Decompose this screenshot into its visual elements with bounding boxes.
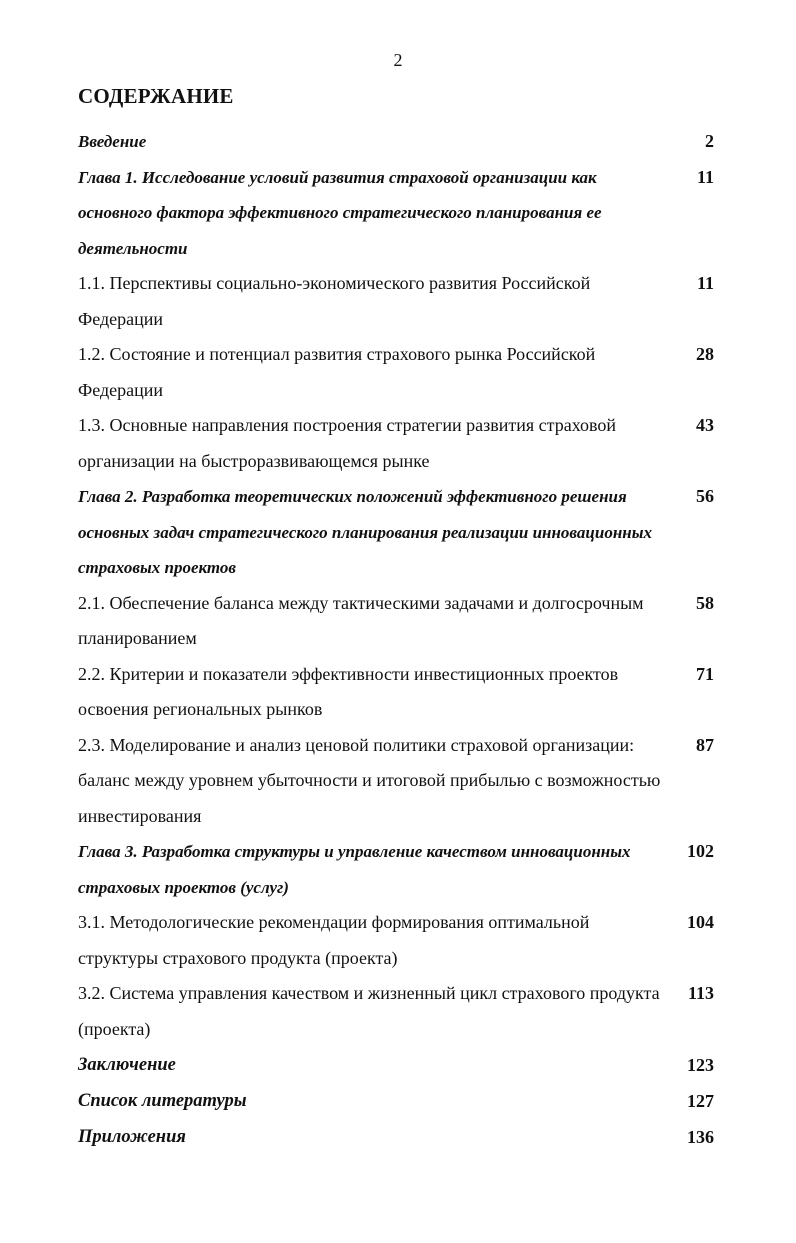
toc-entry-section-1-1 [78, 266, 718, 337]
toc-entry-text: 1.2. Состояние и потенциал развития страхового рынка Российской Федерации [78, 344, 596, 400]
toc-entry-page: 71 [696, 663, 714, 684]
toc-entry-introduction [78, 124, 718, 160]
toc-entry-page: 58 [696, 592, 714, 613]
toc-entry-section-1-3 [78, 408, 718, 479]
toc-entry-page: 127 [687, 1091, 714, 1111]
toc-entry-text: 2.1. Обеспечение баланса между тактическими задачами и долгосрочным планированием [78, 592, 644, 648]
toc-entry-page: 87 [696, 734, 714, 755]
toc-entry-section-1-2 [78, 337, 718, 408]
toc-entry-appendices [78, 1119, 718, 1155]
toc-entry-page: 136 [687, 1127, 714, 1147]
toc-entry-text: 1.1. Перспективы социально-экономического развития Российской Федерации [78, 273, 591, 329]
table-of-contents [78, 124, 718, 1155]
toc-entry-section-3-2 [78, 976, 718, 1047]
toc-entry-page: 113 [687, 983, 714, 1003]
toc-entry-page: 43 [696, 415, 714, 435]
toc-entry-conclusion [78, 1047, 718, 1083]
toc-entry-page: 11 [696, 273, 714, 293]
toc-entry-text: 3.1. Методологические рекомендации формирования оптимальной структуры страхового продукта (проекта) [78, 912, 590, 968]
toc-entry-text: 1.3. Основные направления построения стратегии развития страховой организации на быстроразвивающемся рынке [78, 415, 617, 471]
toc-entry-references [78, 1083, 718, 1119]
toc-entry-text: Глава 1. Исследование условий развития страховой организации как основного фактора эффективного стратегического планирования ее деятельности [78, 167, 602, 258]
toc-title: СОДЕРЖАНИЕ [78, 84, 234, 108]
toc-entry-page: 28 [696, 344, 714, 364]
toc-entry-page: 56 [696, 486, 714, 506]
toc-entry-page: 104 [687, 912, 714, 932]
toc-entry-text: 2.2. Критерии и показатели эффективности инвестиционных проектов освоения региональных рынков [78, 663, 619, 719]
toc-entry-page: 11 [696, 166, 714, 187]
toc-entry-chapter-1 [78, 160, 718, 267]
toc-entry-chapter-3 [78, 834, 718, 905]
page-number: 2 [393, 50, 403, 70]
toc-entry-text: 3.2. Система управления качеством и жизненный цикл страхового продукта (проекта) [78, 983, 660, 1039]
toc-entry-section-2-1 [78, 586, 718, 657]
toc-entry-section-2-2 [78, 657, 718, 728]
toc-entry-page: 102 [687, 841, 714, 861]
toc-entry-text: Глава 2. Разработка теоретических положений эффективного решения основных задач стратегического планирования реализации инновационных страховых проектов [78, 487, 652, 577]
toc-entry-page: 2 [705, 131, 714, 151]
toc-entry-text: Заключение [78, 1055, 176, 1075]
toc-entry-text: Список литературы [78, 1091, 247, 1111]
toc-entry-chapter-2 [78, 479, 718, 586]
toc-entry-section-2-3 [78, 728, 718, 835]
toc-entry-text: 2.3. Моделирование и анализ ценовой политики страховой организации: баланс между уровнем убыточности и итоговой прибылью с возможностью инвестирования [78, 734, 661, 826]
toc-entry-text: Приложения [78, 1127, 186, 1147]
toc-entry-section-3-1 [78, 905, 718, 976]
toc-entry-text: Глава 3. Разработка структуры и управление качеством инновационных страховых проектов (услуг) [78, 842, 631, 897]
toc-entry-text: Введение [78, 132, 147, 151]
toc-entry-page: 123 [687, 1055, 714, 1075]
